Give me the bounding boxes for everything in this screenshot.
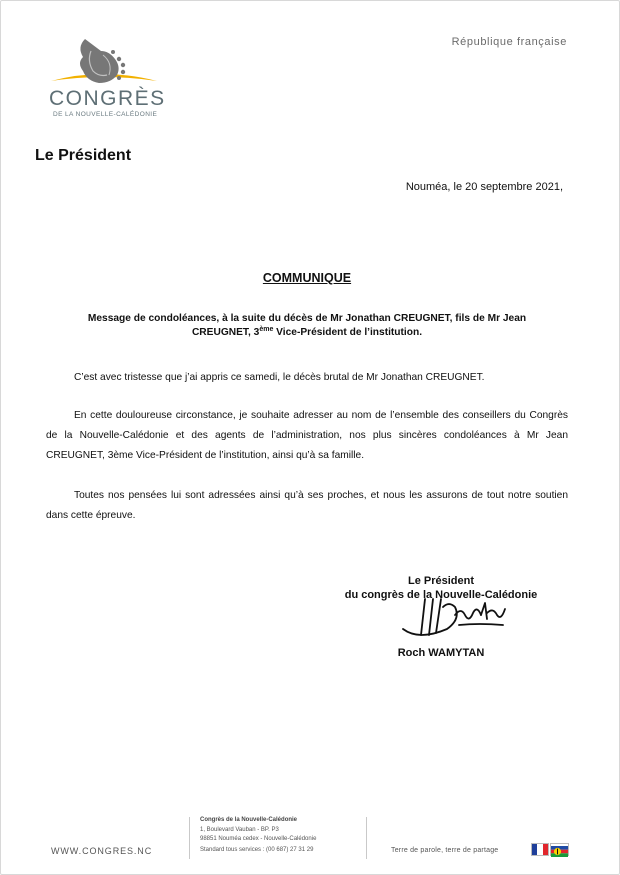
footer-divider-left: [189, 817, 190, 859]
footer-phone: Standard tous services : (00 687) 27 31 29: [200, 847, 314, 853]
footer-divider-right: [366, 817, 367, 859]
handwritten-signature: [399, 595, 507, 643]
footer-tagline: Terre de parole, terre de partage: [391, 847, 499, 854]
subject-superscript: ème: [259, 326, 274, 333]
subject-line: [53, 312, 561, 340]
signatory-role-line-1: Le Président: [407, 575, 475, 587]
paragraph-1: [46, 368, 568, 388]
footer-website[interactable]: WWW.CONGRES.NC: [51, 846, 153, 856]
paragraph-3-text: Toutes nos pensées lui sont adressées ainsi qu’à ses proches, et nous les assurons de tout notre soutien dans cette épreuve.: [46, 490, 568, 521]
footer-address-line-2: 98851 Nouméa cedex - Nouvelle-Calédonie: [200, 835, 317, 842]
paragraph-2-text: En cette douloureuse circonstance, je souhaite adresser au nom de l’ensemble des conseillers du Congrès de la Nouvelle-Calédonie et des agents de l’administration, nos plus sincères condoléances à Mr Jean CREUGNET, 3ème Vice-Président de l’institution, ainsi qu’à sa famille.: [46, 410, 568, 461]
paragraph-3: [46, 486, 568, 526]
paragraph-2: [46, 406, 568, 466]
subject-line-2a: CREUGNET, 3: [191, 327, 260, 338]
subject-line-1: Message de condoléances, à la suite du décès de Mr Jonathan CREUGNET, fils de Mr Jean: [87, 313, 527, 324]
signatory-role-line-2: du congrès de la Nouvelle-Calédonie: [344, 589, 538, 601]
president-heading: Le Président: [35, 147, 132, 164]
subject-line-2b: Vice-Président de l’institution.: [273, 327, 423, 338]
footer-address: [200, 826, 316, 843]
logo-subtitle: DE LA NOUVELLE-CALÉDONIE: [53, 111, 158, 118]
new-caledonia-flag-icon: [550, 843, 569, 856]
logo-title: CONGRÈS: [49, 87, 166, 110]
footer-organization: Congrès de la Nouvelle-Calédonie: [200, 817, 298, 823]
paragraph-1-text: C’est avec tristesse que j’ai appris ce samedi, le décès brutal de Mr Jonathan CREUGNET.: [74, 372, 485, 383]
french-flag-icon: [531, 843, 549, 856]
signatory-name: Roch WAMYTAN: [397, 647, 485, 659]
republique-label: République française: [451, 36, 567, 48]
footer-address-line-1: 1, Boulevard Vauban - BP. P3: [200, 827, 279, 833]
date-line: Nouméa, le 20 septembre 2021,: [405, 181, 563, 193]
communique-heading: COMMUNIQUE: [262, 271, 352, 285]
